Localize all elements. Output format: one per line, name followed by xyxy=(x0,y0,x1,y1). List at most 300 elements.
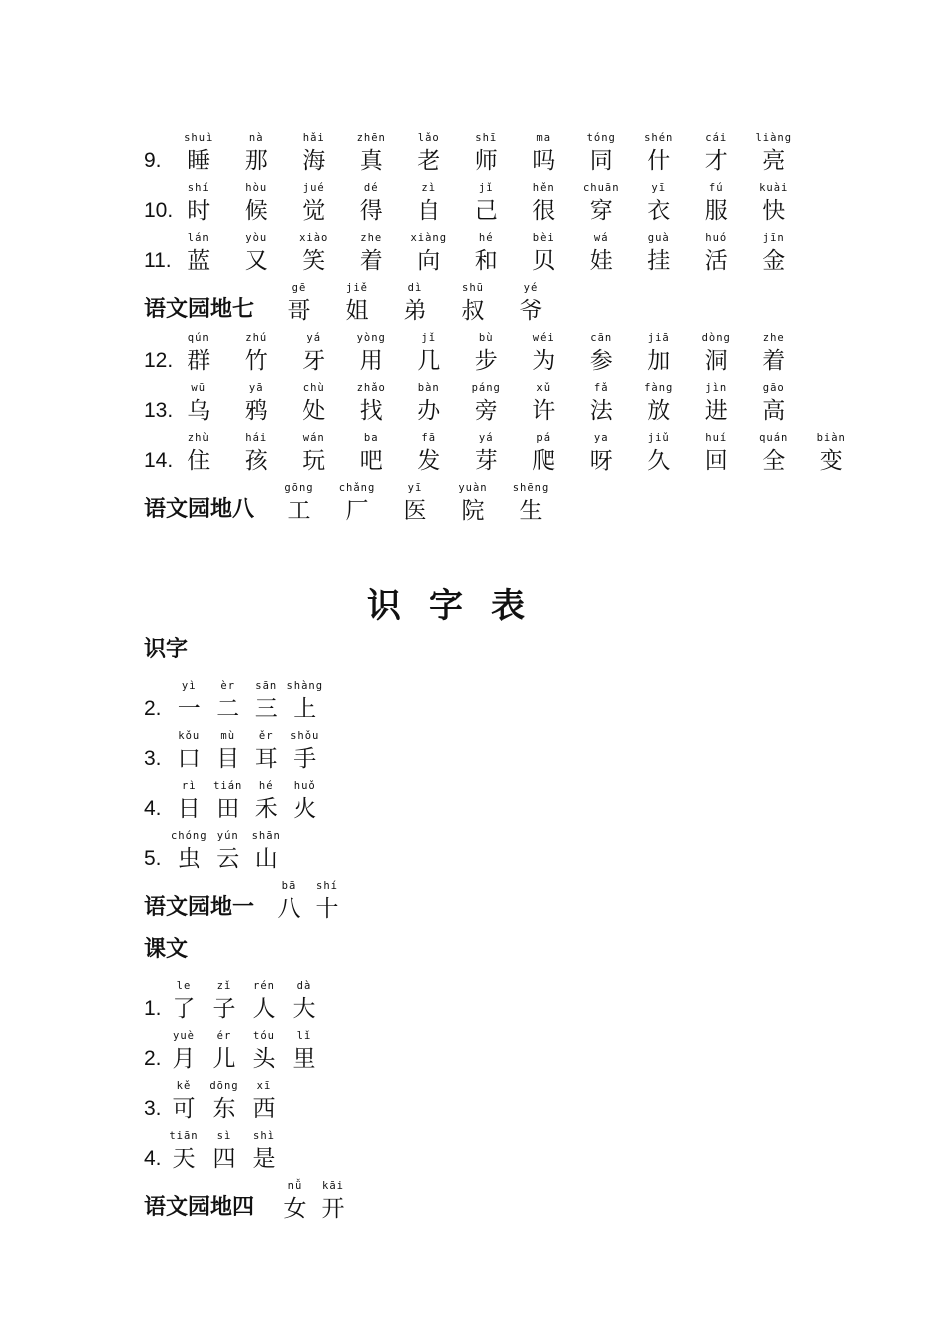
lesson-number: 14. xyxy=(144,449,174,472)
character-with-pinyin xyxy=(170,779,209,825)
character-with-pinyin xyxy=(285,331,343,377)
hanzi: 院 xyxy=(461,498,485,524)
hanzi: 头 xyxy=(252,1046,276,1072)
hanzi: 云 xyxy=(216,846,240,872)
pinyin: jǐ xyxy=(478,182,494,194)
pinyin: yún xyxy=(216,830,239,842)
character-with-pinyin xyxy=(270,879,308,925)
hanzi: 老 xyxy=(417,148,441,174)
hanzi: 厂 xyxy=(345,498,369,524)
hanzi: 牙 xyxy=(302,348,326,374)
pinyin: zhǎo xyxy=(356,382,386,394)
character-with-pinyin xyxy=(515,131,573,177)
hanzi: 金 xyxy=(762,248,786,274)
character-with-pinyin xyxy=(573,431,631,477)
character-group xyxy=(170,431,860,477)
character-with-pinyin xyxy=(286,729,325,775)
hanzi: 快 xyxy=(762,198,786,224)
character-with-pinyin xyxy=(164,1079,204,1125)
hanzi: 吧 xyxy=(359,448,383,474)
lesson-number: 13. xyxy=(144,399,174,422)
character-group xyxy=(170,331,803,377)
character-with-pinyin xyxy=(688,331,746,377)
pinyin: shén xyxy=(644,132,674,144)
table-title: 识字表 xyxy=(367,586,553,626)
character-with-pinyin xyxy=(204,1079,244,1125)
character-group xyxy=(170,729,324,775)
hanzi: 娃 xyxy=(589,248,613,274)
hanzi: 自 xyxy=(417,198,441,224)
pinyin: yá xyxy=(478,432,494,444)
pinyin: yuè xyxy=(173,1030,195,1042)
pinyin: zǐ xyxy=(216,980,232,992)
hanzi: 儿 xyxy=(212,1046,236,1072)
character-with-pinyin xyxy=(745,231,803,277)
character-with-pinyin xyxy=(285,431,343,477)
hanzi: 穿 xyxy=(589,198,613,224)
hanzi: 活 xyxy=(704,248,728,274)
character-with-pinyin xyxy=(170,181,228,227)
hanzi: 十 xyxy=(315,896,339,922)
pinyin: dà xyxy=(296,980,312,992)
pinyin: biàn xyxy=(816,432,846,444)
character-with-pinyin xyxy=(244,1029,284,1075)
hanzi: 洞 xyxy=(704,348,728,374)
character-group xyxy=(170,131,803,177)
character-with-pinyin xyxy=(244,1079,284,1125)
row-heading: 语文园地四 xyxy=(144,1195,255,1220)
character-with-pinyin xyxy=(284,979,324,1025)
character-with-pinyin xyxy=(209,779,248,825)
character-with-pinyin xyxy=(502,281,560,327)
pinyin: dōng xyxy=(209,1080,239,1092)
pinyin: chù xyxy=(302,382,325,394)
pinyin: shí xyxy=(187,182,210,194)
pinyin: huí xyxy=(705,432,728,444)
hanzi: 真 xyxy=(359,148,383,174)
character-with-pinyin xyxy=(458,181,516,227)
pinyin: fā xyxy=(421,432,437,444)
pinyin: wán xyxy=(302,432,325,444)
character-with-pinyin xyxy=(170,431,228,477)
pinyin: kuài xyxy=(759,182,789,194)
pinyin: guà xyxy=(647,232,670,244)
character-with-pinyin xyxy=(343,181,401,227)
character-with-pinyin xyxy=(247,729,286,775)
hanzi: 山 xyxy=(254,846,278,872)
character-with-pinyin xyxy=(688,381,746,427)
pinyin: hái xyxy=(245,432,268,444)
character-with-pinyin xyxy=(343,381,401,427)
hanzi: 全 xyxy=(762,448,786,474)
character-with-pinyin xyxy=(343,431,401,477)
hanzi: 一 xyxy=(177,696,201,722)
character-with-pinyin xyxy=(328,281,386,327)
hanzi: 贝 xyxy=(532,248,556,274)
character-with-pinyin xyxy=(204,1129,244,1175)
hanzi: 加 xyxy=(647,348,671,374)
character-with-pinyin xyxy=(745,431,803,477)
character-with-pinyin xyxy=(204,979,244,1025)
lesson-number: 2. xyxy=(144,697,162,720)
character-with-pinyin xyxy=(247,779,286,825)
pinyin: jiǔ xyxy=(647,432,670,444)
character-with-pinyin xyxy=(573,181,631,227)
pinyin: jué xyxy=(302,182,325,194)
character-with-pinyin xyxy=(270,281,328,327)
lesson-number: 5. xyxy=(144,847,162,870)
pinyin: tiān xyxy=(169,1130,199,1142)
lesson-number: 4. xyxy=(144,1147,162,1170)
hanzi: 又 xyxy=(244,248,268,274)
character-group xyxy=(164,979,324,1025)
pinyin: zhēn xyxy=(356,132,386,144)
character-with-pinyin xyxy=(745,131,803,177)
pinyin: kǒu xyxy=(178,730,201,742)
character-with-pinyin xyxy=(286,779,325,825)
character-with-pinyin xyxy=(228,331,286,377)
pinyin: yī xyxy=(651,182,667,194)
hanzi: 手 xyxy=(293,746,317,772)
character-with-pinyin xyxy=(458,331,516,377)
character-group xyxy=(164,1129,284,1175)
hanzi: 高 xyxy=(762,398,786,424)
pinyin: cái xyxy=(705,132,728,144)
hanzi: 口 xyxy=(177,746,201,772)
hanzi: 八 xyxy=(277,896,301,922)
lesson-number: 2. xyxy=(144,1047,162,1070)
character-with-pinyin xyxy=(745,331,803,377)
pinyin: liàng xyxy=(755,132,793,144)
pinyin: zhú xyxy=(245,332,268,344)
pinyin: hé xyxy=(258,780,274,792)
hanzi: 海 xyxy=(302,148,326,174)
pinyin: gōng xyxy=(284,482,314,494)
pinyin: sì xyxy=(216,1130,232,1142)
character-with-pinyin xyxy=(228,181,286,227)
character-with-pinyin xyxy=(314,1179,352,1225)
pinyin: wá xyxy=(593,232,609,244)
pinyin: jǐ xyxy=(421,332,437,344)
pinyin: shàng xyxy=(286,680,324,692)
character-with-pinyin xyxy=(164,1129,204,1175)
hanzi: 耳 xyxy=(254,746,278,772)
pinyin: yé xyxy=(523,282,539,294)
hanzi: 为 xyxy=(532,348,556,374)
pinyin: kě xyxy=(176,1080,192,1092)
pinyin: bù xyxy=(478,332,494,344)
character-with-pinyin xyxy=(630,381,688,427)
pinyin: lán xyxy=(187,232,210,244)
character-with-pinyin xyxy=(803,431,861,477)
character-with-pinyin xyxy=(515,181,573,227)
hanzi: 呀 xyxy=(589,448,613,474)
hanzi: 爬 xyxy=(532,448,556,474)
pinyin: cān xyxy=(590,332,613,344)
hanzi: 几 xyxy=(417,348,441,374)
pinyin: chóng xyxy=(170,830,208,842)
hanzi: 孩 xyxy=(244,448,268,474)
character-group xyxy=(170,829,286,875)
hanzi: 叔 xyxy=(461,298,485,324)
character-group xyxy=(170,181,803,227)
character-with-pinyin xyxy=(164,979,204,1025)
hanzi: 觉 xyxy=(302,198,326,224)
pinyin: sān xyxy=(255,680,278,692)
character-group xyxy=(164,1029,324,1075)
character-with-pinyin xyxy=(170,331,228,377)
hanzi: 禾 xyxy=(254,796,278,822)
pinyin: ba xyxy=(363,432,379,444)
character-with-pinyin xyxy=(228,231,286,277)
pinyin: bàn xyxy=(417,382,440,394)
hanzi: 鸦 xyxy=(244,398,268,424)
pinyin: xiào xyxy=(299,232,329,244)
character-group xyxy=(276,1179,352,1225)
hanzi: 四 xyxy=(212,1146,236,1172)
character-with-pinyin xyxy=(400,181,458,227)
pinyin: hòu xyxy=(245,182,268,194)
character-with-pinyin xyxy=(630,131,688,177)
character-with-pinyin xyxy=(270,481,328,527)
pinyin: yā xyxy=(248,382,264,394)
pinyin: gē xyxy=(291,282,307,294)
section-heading-shizi: 识字 xyxy=(144,637,189,662)
row-heading: 语文园地一 xyxy=(144,895,255,920)
pinyin: yòu xyxy=(245,232,268,244)
character-with-pinyin xyxy=(400,131,458,177)
pinyin: ya xyxy=(593,432,609,444)
pinyin: shǒu xyxy=(290,730,320,742)
hanzi: 开 xyxy=(321,1196,345,1222)
hanzi: 二 xyxy=(216,696,240,722)
hanzi: 才 xyxy=(704,148,728,174)
character-with-pinyin xyxy=(745,181,803,227)
pinyin: qún xyxy=(187,332,210,344)
character-with-pinyin xyxy=(209,729,248,775)
pinyin: wū xyxy=(191,382,207,394)
hanzi: 很 xyxy=(532,198,556,224)
hanzi: 大 xyxy=(292,996,316,1022)
pinyin: ér xyxy=(216,1030,232,1042)
character-with-pinyin xyxy=(515,231,573,277)
hanzi: 师 xyxy=(474,148,498,174)
pinyin: zhe xyxy=(360,232,383,244)
character-with-pinyin xyxy=(515,381,573,427)
character-with-pinyin xyxy=(285,231,343,277)
hanzi: 进 xyxy=(704,398,728,424)
pinyin: jīn xyxy=(762,232,785,244)
pinyin: tóu xyxy=(253,1030,275,1042)
hanzi: 许 xyxy=(532,398,556,424)
pinyin: quán xyxy=(759,432,789,444)
character-with-pinyin xyxy=(276,1179,314,1225)
character-with-pinyin xyxy=(458,131,516,177)
character-with-pinyin xyxy=(386,481,444,527)
pinyin: fú xyxy=(708,182,724,194)
character-with-pinyin xyxy=(244,979,284,1025)
hanzi: 玩 xyxy=(302,448,326,474)
character-with-pinyin xyxy=(630,181,688,227)
hanzi: 爷 xyxy=(519,298,543,324)
lesson-number: 4. xyxy=(144,797,162,820)
hanzi: 目 xyxy=(216,746,240,772)
character-with-pinyin xyxy=(458,431,516,477)
character-with-pinyin xyxy=(688,431,746,477)
character-with-pinyin xyxy=(400,231,458,277)
hanzi: 和 xyxy=(474,248,498,274)
hanzi: 火 xyxy=(293,796,317,822)
character-with-pinyin xyxy=(244,1129,284,1175)
character-with-pinyin xyxy=(458,231,516,277)
hanzi: 同 xyxy=(589,148,613,174)
character-group xyxy=(170,381,803,427)
hanzi: 着 xyxy=(359,248,383,274)
hanzi: 回 xyxy=(704,448,728,474)
pinyin: kāi xyxy=(322,1180,344,1192)
hanzi: 月 xyxy=(172,1046,196,1072)
pinyin: tián xyxy=(213,780,243,792)
hanzi: 用 xyxy=(359,348,383,374)
character-with-pinyin xyxy=(286,679,325,725)
pinyin: lǎo xyxy=(417,132,440,144)
character-with-pinyin xyxy=(170,131,228,177)
character-with-pinyin xyxy=(204,1029,244,1075)
character-with-pinyin xyxy=(688,131,746,177)
pinyin: yòng xyxy=(356,332,386,344)
pinyin: shuì xyxy=(184,132,214,144)
hanzi: 日 xyxy=(177,796,201,822)
hanzi: 笑 xyxy=(302,248,326,274)
hanzi: 上 xyxy=(293,696,317,722)
pinyin: shēng xyxy=(512,482,550,494)
pinyin: shì xyxy=(253,1130,275,1142)
character-with-pinyin xyxy=(343,231,401,277)
pinyin: shī xyxy=(475,132,498,144)
hanzi: 时 xyxy=(187,198,211,224)
pinyin: zhe xyxy=(762,332,785,344)
hanzi: 挂 xyxy=(647,248,671,274)
hanzi: 是 xyxy=(252,1146,276,1172)
pinyin: zhù xyxy=(187,432,210,444)
character-with-pinyin xyxy=(209,679,248,725)
pinyin: yá xyxy=(306,332,322,344)
pinyin: gāo xyxy=(762,382,785,394)
pinyin: fǎ xyxy=(593,382,609,394)
pinyin: dòng xyxy=(701,332,731,344)
character-with-pinyin xyxy=(170,729,209,775)
character-with-pinyin xyxy=(630,231,688,277)
pinyin: huǒ xyxy=(293,780,316,792)
character-with-pinyin xyxy=(170,829,209,875)
character-with-pinyin xyxy=(515,431,573,477)
pinyin: nǚ xyxy=(287,1180,303,1192)
pinyin: chǎng xyxy=(338,482,376,494)
hanzi: 什 xyxy=(647,148,671,174)
pinyin: lǐ xyxy=(296,1030,312,1042)
character-with-pinyin xyxy=(400,381,458,427)
hanzi: 哥 xyxy=(287,298,311,324)
hanzi: 变 xyxy=(819,448,843,474)
row-heading: 语文园地八 xyxy=(144,497,255,522)
pinyin: jìn xyxy=(705,382,728,394)
hanzi: 西 xyxy=(252,1096,276,1122)
pinyin: èr xyxy=(220,680,236,692)
character-with-pinyin xyxy=(386,281,444,327)
hanzi: 了 xyxy=(172,996,196,1022)
pinyin: bèi xyxy=(532,232,555,244)
character-with-pinyin xyxy=(444,481,502,527)
hanzi: 虫 xyxy=(177,846,201,872)
hanzi: 群 xyxy=(187,348,211,374)
character-with-pinyin xyxy=(228,131,286,177)
pinyin: rì xyxy=(181,780,197,792)
character-with-pinyin xyxy=(247,679,286,725)
lesson-number: 11. xyxy=(144,249,172,272)
character-with-pinyin xyxy=(170,679,209,725)
hanzi: 弟 xyxy=(403,298,427,324)
hanzi: 那 xyxy=(244,148,268,174)
lesson-number: 3. xyxy=(144,1097,162,1120)
hanzi: 医 xyxy=(403,498,427,524)
hanzi: 吗 xyxy=(532,148,556,174)
pinyin: ma xyxy=(536,132,552,144)
hanzi: 亮 xyxy=(762,148,786,174)
lesson-number: 10. xyxy=(144,199,174,222)
hanzi: 服 xyxy=(704,198,728,224)
character-with-pinyin xyxy=(228,381,286,427)
character-with-pinyin xyxy=(400,331,458,377)
hanzi: 工 xyxy=(287,498,311,524)
character-group xyxy=(270,281,560,327)
hanzi: 可 xyxy=(172,1096,196,1122)
hanzi: 放 xyxy=(647,398,671,424)
hanzi: 三 xyxy=(254,696,278,722)
character-with-pinyin xyxy=(284,1029,324,1075)
hanzi: 东 xyxy=(212,1096,236,1122)
pinyin: pá xyxy=(536,432,552,444)
character-with-pinyin xyxy=(630,331,688,377)
hanzi: 竹 xyxy=(244,348,268,374)
lesson-number: 9. xyxy=(144,149,162,172)
character-with-pinyin xyxy=(688,181,746,227)
pinyin: hé xyxy=(478,232,494,244)
pinyin: fàng xyxy=(644,382,674,394)
hanzi: 久 xyxy=(647,448,671,474)
hanzi: 乌 xyxy=(187,398,211,424)
hanzi: 田 xyxy=(216,796,240,822)
character-with-pinyin xyxy=(688,231,746,277)
character-with-pinyin xyxy=(285,381,343,427)
pinyin: rén xyxy=(253,980,275,992)
hanzi: 衣 xyxy=(647,198,671,224)
character-group xyxy=(170,231,803,277)
pinyin: shí xyxy=(316,880,338,892)
character-with-pinyin xyxy=(247,829,286,875)
pinyin: yuàn xyxy=(458,482,488,494)
character-with-pinyin xyxy=(502,481,560,527)
character-with-pinyin xyxy=(343,331,401,377)
pinyin: bā xyxy=(281,880,297,892)
pinyin: zì xyxy=(421,182,437,194)
hanzi: 向 xyxy=(417,248,441,274)
pinyin: nà xyxy=(248,132,264,144)
character-with-pinyin xyxy=(458,381,516,427)
hanzi: 步 xyxy=(474,348,498,374)
pinyin: hǎi xyxy=(302,132,325,144)
pinyin: ěr xyxy=(258,730,274,742)
hanzi: 里 xyxy=(292,1046,316,1072)
